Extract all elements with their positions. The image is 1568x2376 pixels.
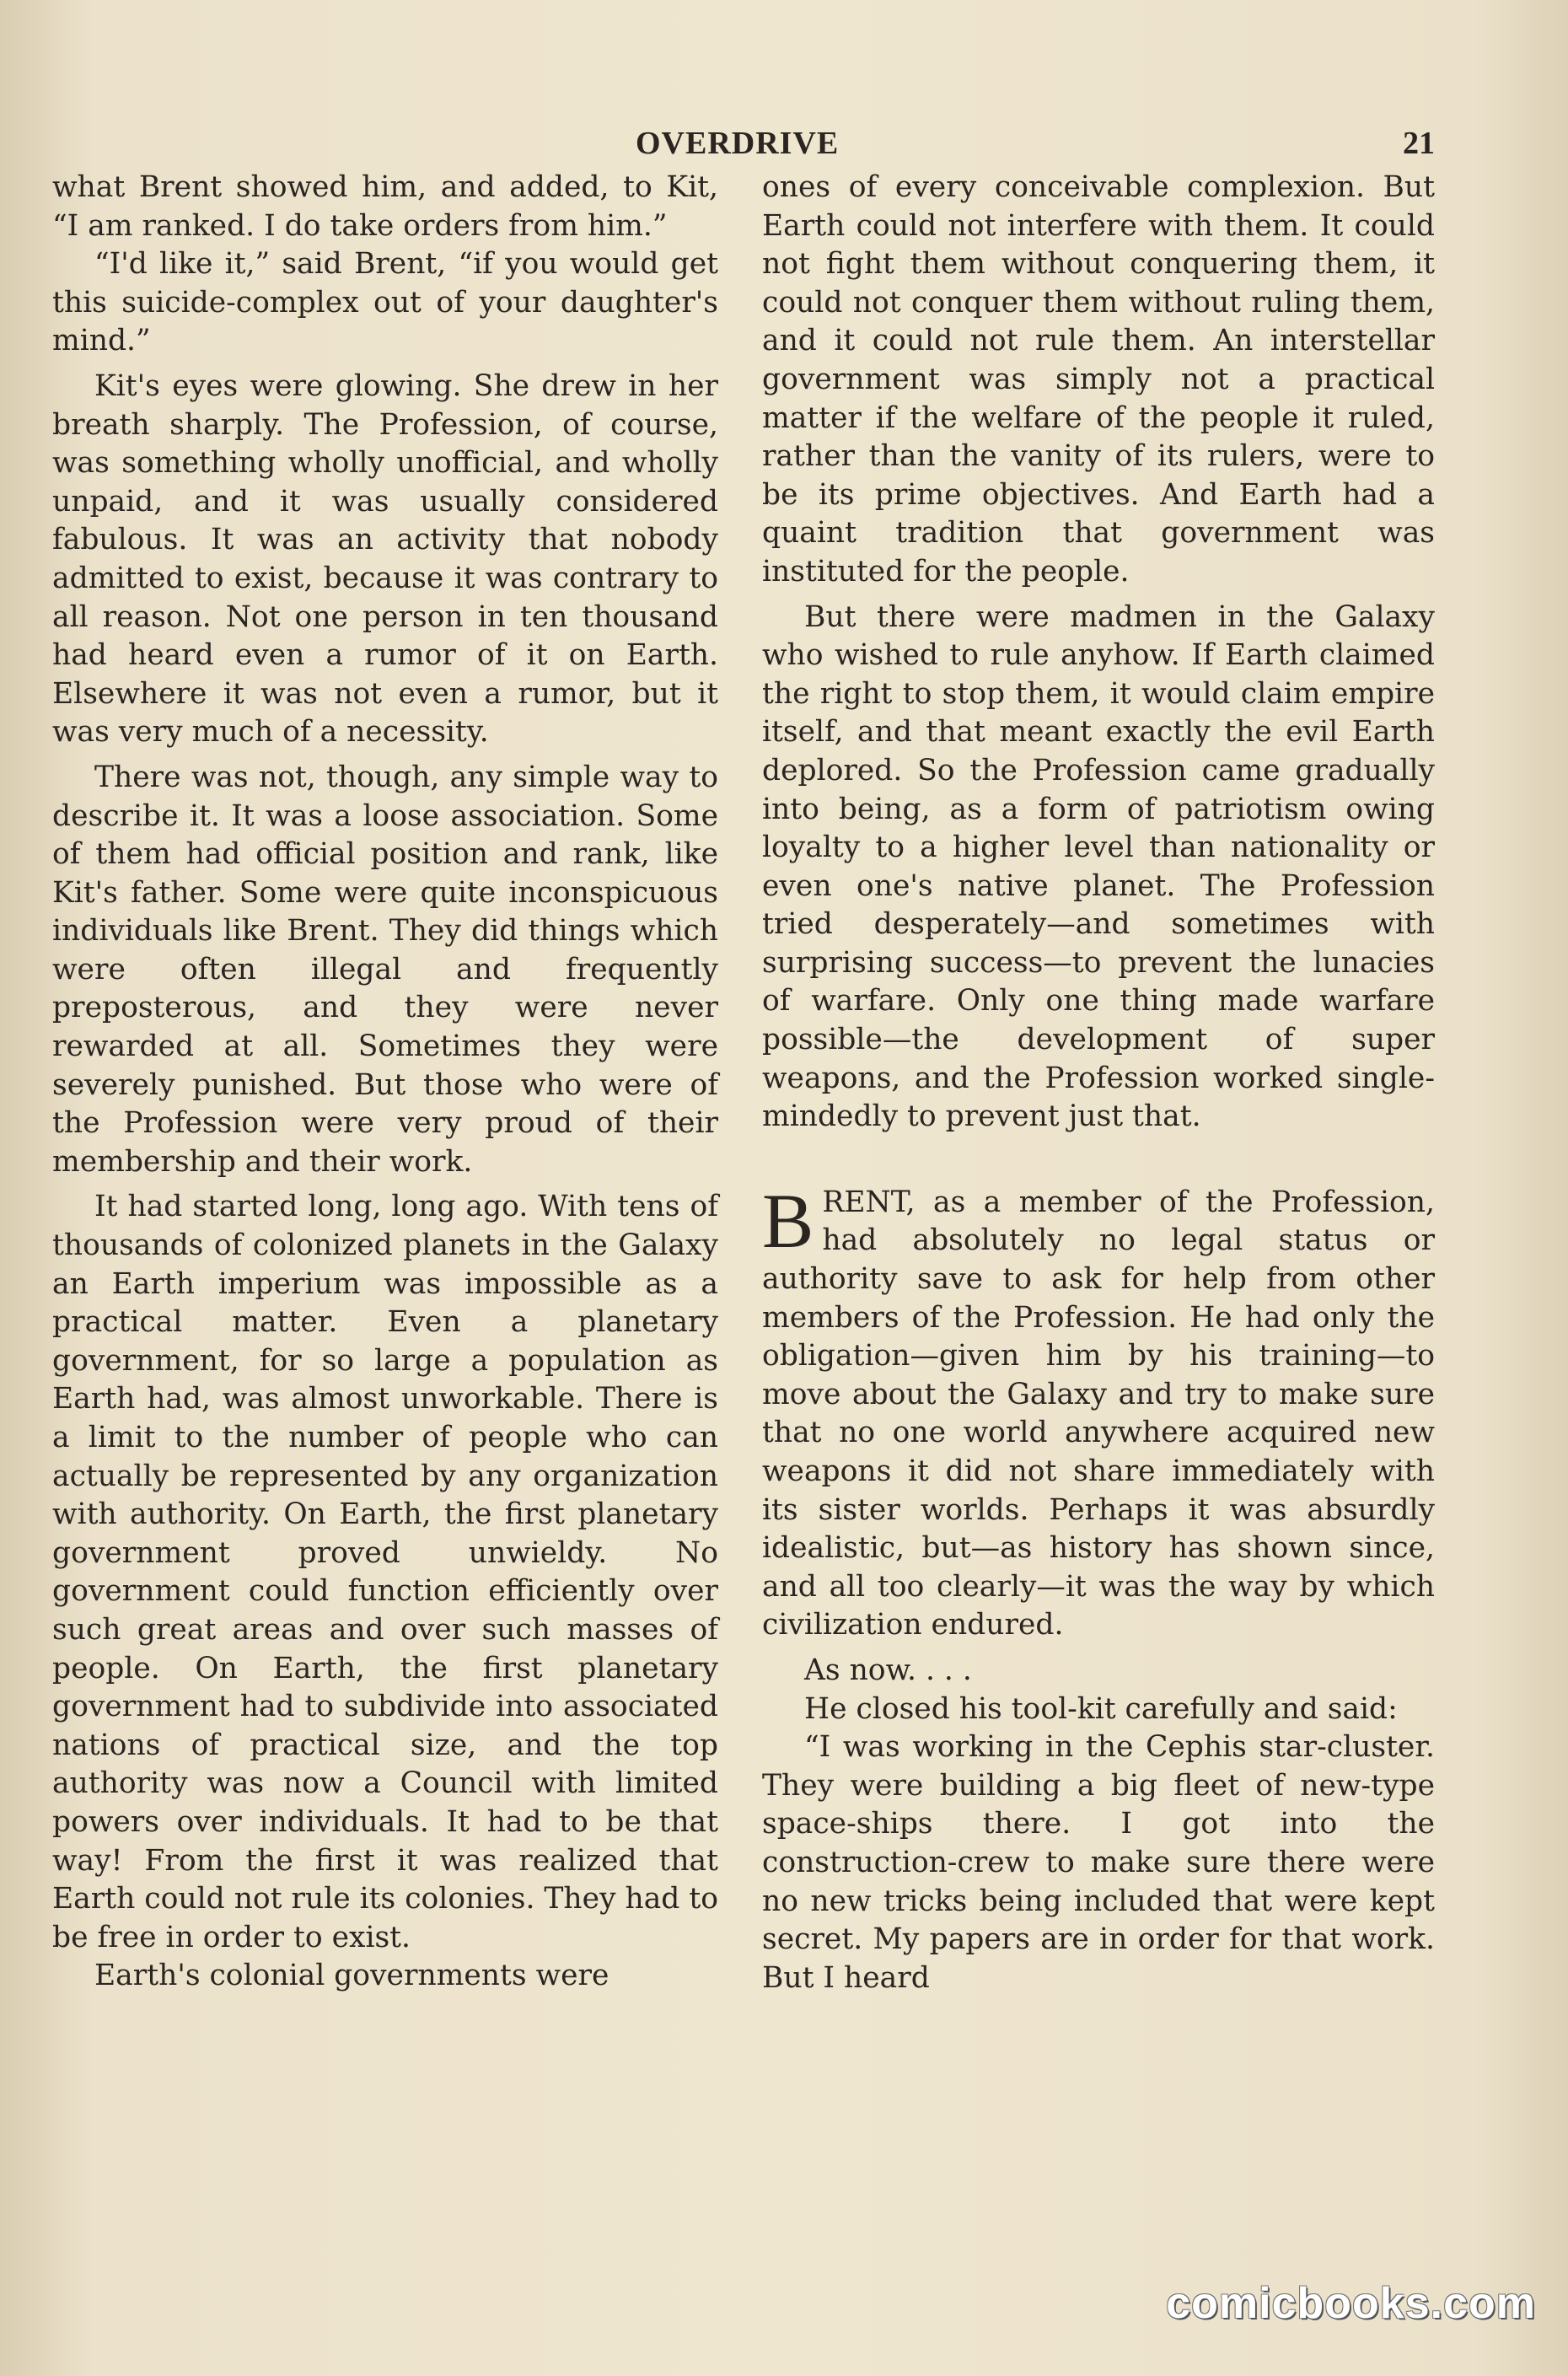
section-text: RENT, as a member of the Profession, had absolutely no legal status or authority save to ask for help from other members of the Profession. He had only the obligation—given him by his training—to move about the Galaxy and try to make sure that no one world anywhere acquired new weapons it did not share immediately with its sister worlds. Perhaps it was absurdly idealistic, but—as history has shown since, and all too clearly—it was the way by which civilization endured. <box>762 1185 1435 1642</box>
paragraph: There was not, though, any simple way to describe it. It was a loose association. Some of them had official position and rank, like Kit's father. Some were quite inconspicuous individuals like Brent. They did things which were often illegal and frequently preposterous, and they were never rewarded at all. Sometimes they were severely punished. But those who were of the Profession were very proud of their membership and their work. <box>52 760 718 1179</box>
site-watermark: comicbooks.com <box>1166 2279 1536 2328</box>
paragraph: what Brent showed him, and added, to Kit, “I am ranked. I do take orders from him.” <box>52 170 718 243</box>
paragraph: It had started long, long ago. With tens of thousands of colonized planets in the Galaxy an Earth imperium was impossible as a practical matter. Even a planetary government, for so large a population as Earth had, was almost unworkable. There is a limit to the number of people who can actually be represented by any organization with authority. On Earth, the first planetary government proved unwieldy. No government could function efficiently over such great areas and over such masses of people. On Earth, the first planetary government had to subdivide into associated nations of practical size, and the top authority was now a Council with limited powers over individuals. It had to be that way! From the first it was realized that Earth could not rule its colonies. They had to be free in order to exist. <box>52 1190 718 1954</box>
paragraph: He closed his tool-kit carefully and said: <box>804 1691 1398 1726</box>
page-header <box>52 125 1435 167</box>
left-column <box>52 169 718 1996</box>
right-column <box>762 169 1435 1997</box>
drop-cap: B <box>762 1177 814 1264</box>
paragraph: “I was working in the Cephis star-cluster. They were building a big fleet of new-type space-ships there. I got into the construction-crew to make sure there were no new tricks being included that were kept secret. My papers are in order for that work. But I heard <box>762 1730 1435 1995</box>
paragraph: ones of every conceivable complexion. But Earth could not interfere with them. It could not fight them without conquering them, it could not conquer them without ruling them, and it could not rule them. An interstellar government was simply not a practical matter if the welfare of the people it ruled, rather than the vanity of its rulers, were to be its prime objectives. And Earth had a quaint tradition that government was instituted for the people. <box>762 170 1435 589</box>
paragraph: Earth's colonial governments were <box>94 1959 609 1993</box>
paragraph: “I'd like it,” said Brent, “if you would get this suicide-complex out of your daughter's mind.” <box>52 247 718 358</box>
paragraph: But there were madmen in the Galaxy who wished to rule anyhow. If Earth claimed the right to stop them, it would claim empire itself, and that meant exactly the evil Earth deplored. So the Profession came gradually into being, as a form of patriotism owing loyalty to a higher level than nationality or even one's native planet. The Profession tried desperately—and sometimes with surprising success—to prevent the lunacies of warfare. Only one thing made warfare possible—the development of super weapons, and the Profession worked single-mindedly to prevent just that. <box>762 599 1435 1134</box>
section-start-paragraph <box>762 1177 1435 1645</box>
paragraph: Kit's eyes were glowing. She drew in her breath sharply. The Profession, of course, was something wholly unofficial, and wholly unpaid, and it was usually considered fabulous. It was an activity that nobody admitted to exist, because it was contrary to all reason. Not one person in ten thousand had heard even a rumor of it on Earth. Elsewhere it was not even a rumor, but it was very much of a necessity. <box>52 368 718 750</box>
running-title: OVERDRIVE <box>636 126 840 161</box>
page-number: 21 <box>1403 126 1435 161</box>
paragraph: As now. . . . <box>804 1653 972 1687</box>
